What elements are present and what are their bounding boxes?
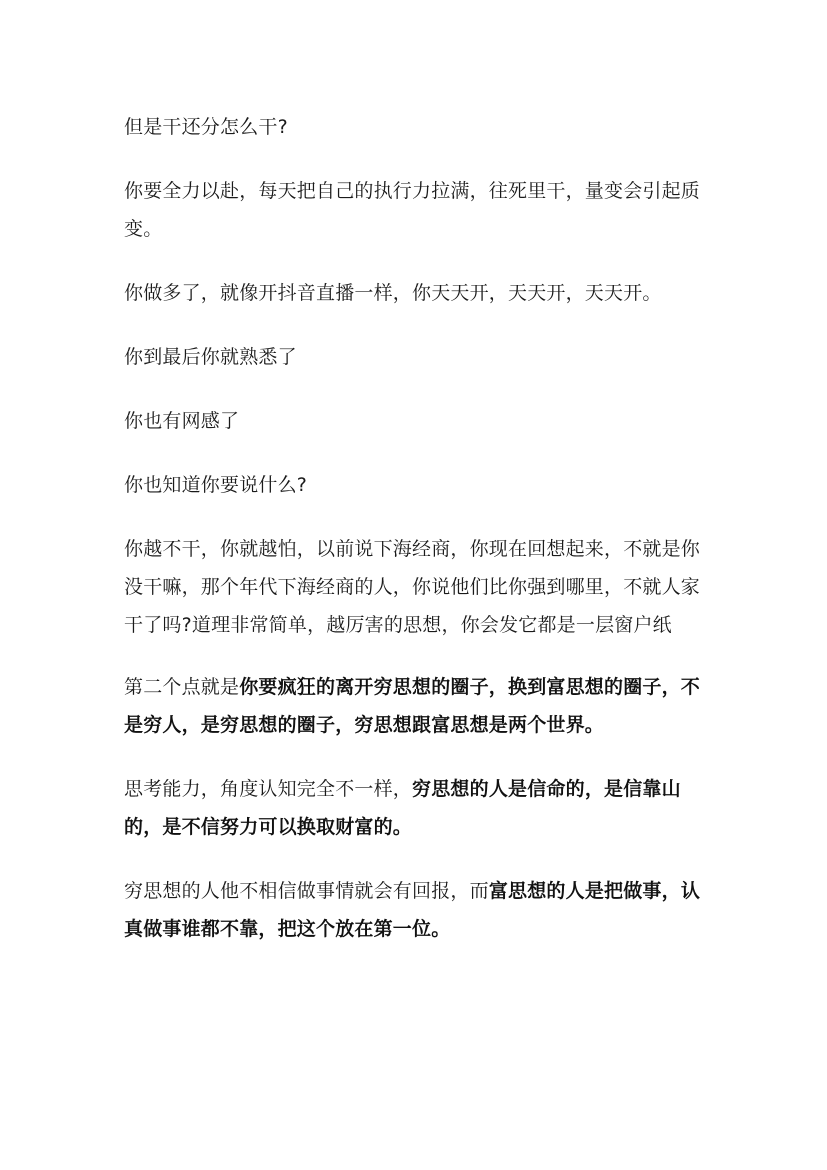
paragraph-2 <box>124 172 709 248</box>
paragraph-text: 你也知道你要说什么? <box>124 474 308 496</box>
paragraph-6 <box>124 466 709 504</box>
paragraph-text: 但是干还分怎么干? <box>124 116 288 138</box>
paragraph-3 <box>124 274 709 312</box>
paragraph-text: 你做多了，就像开抖音直播一样，你天天开，天天开，天天开。 <box>124 282 662 304</box>
paragraph-text: 思考能力，角度认知完全不一样， <box>124 778 413 800</box>
paragraph-5 <box>124 402 709 440</box>
document-body <box>124 108 709 948</box>
paragraph-text: 你到最后你就熟悉了 <box>124 346 297 368</box>
paragraph-text: 你也有网感了 <box>124 410 240 432</box>
paragraph-4 <box>124 338 709 376</box>
paragraph-text: 第二个点就是 <box>124 676 240 698</box>
paragraph-8 <box>124 668 709 744</box>
paragraph-9 <box>124 770 709 846</box>
paragraph-text: 你要全力以赴，每天把自己的执行力拉满，往死里干，量变会引起质变。 <box>124 180 701 240</box>
paragraph-1 <box>124 108 709 146</box>
paragraph-bold-text: 穷思想的人是信命的，是信靠山的，是不信努力可以换取财富的。 <box>124 778 681 838</box>
paragraph-10 <box>124 872 709 948</box>
paragraph-7 <box>124 530 709 644</box>
paragraph-text: 穷思想的人他不相信做事情就会有回报，而 <box>124 880 489 902</box>
paragraph-text: 你越不干，你就越怕，以前说下海经商，你现在回想起来，不就是你没干嘛，那个年代下海经商的人，你说他们比你强到哪里，不就人家干了吗?道理非常简单，越厉害的思想，你会发它都是一层窗户纸 <box>124 538 701 636</box>
paragraph-bold-text: 富思想的人是把做事，认真做事谁都不靠，把这个放在第一位。 <box>124 880 701 940</box>
paragraph-bold-text: 你要疯狂的离开穷思想的圈子，换到富思想的圈子，不是穷人，是穷思想的圈子，穷思想跟富思想是两个世界。 <box>124 676 701 736</box>
